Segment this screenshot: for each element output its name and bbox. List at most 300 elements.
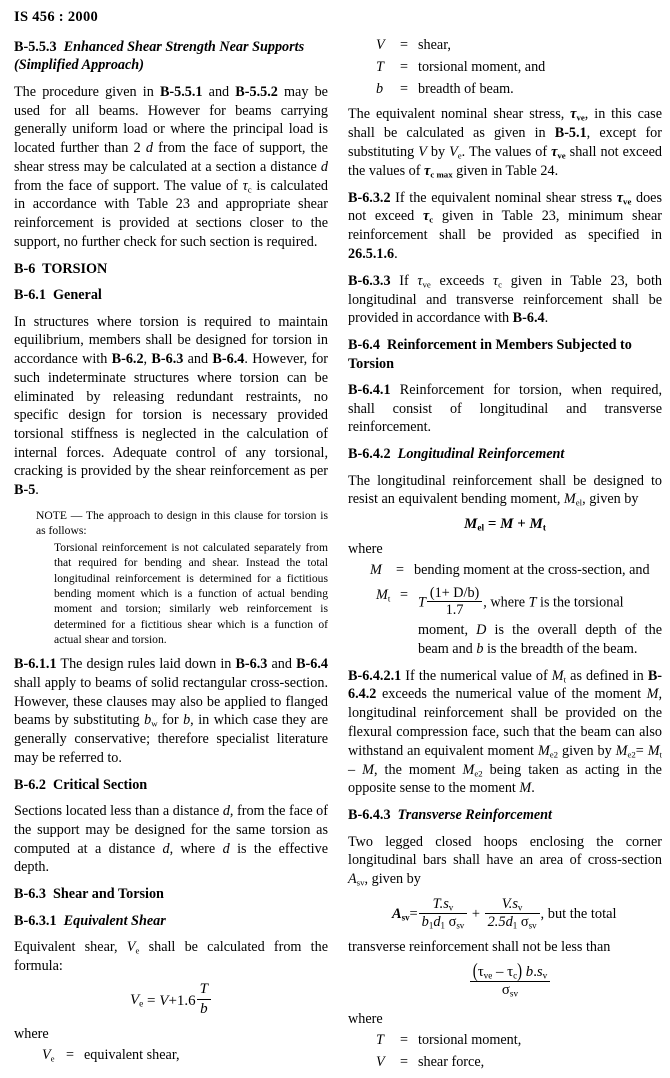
text-frag: as defined in	[566, 667, 648, 684]
text-frag: exceeds	[430, 272, 494, 289]
text-frag: shall not exceed the values of	[348, 143, 662, 179]
var-bw-base: b	[144, 712, 152, 729]
heading-b-5-5-3	[14, 38, 328, 75]
text-frag: .	[531, 780, 535, 797]
clause-title-b-6-4: Reinforcement in Members Subjected to Torsion	[348, 337, 632, 372]
num-base: V.s	[501, 895, 518, 912]
heading-b-6-3-1	[14, 912, 328, 930]
clause-number-b-6-1: B-6.1	[14, 287, 46, 304]
clause-title-b-6-3: Shear and Torsion	[53, 886, 164, 903]
ref-b-5-5-2: B-5.5.2	[235, 83, 278, 100]
sigma-base: σ	[448, 913, 457, 930]
text-frag: Sections located less than a distance	[14, 803, 223, 820]
def-text: equivalent shear,	[84, 1047, 180, 1064]
var-ve	[127, 939, 140, 955]
def-symbol-base: M	[376, 586, 388, 603]
den-base: 2.5d	[487, 913, 513, 930]
eq-lhs-mel	[464, 516, 484, 532]
clause-number-b-6-3-1: B-6.3.1	[14, 912, 57, 929]
equation-min-transverse	[348, 960, 662, 1001]
num-subscript: v	[517, 902, 523, 913]
eq-coefficient: +1.6	[168, 992, 196, 1009]
paragraph-b-6-1	[14, 313, 328, 500]
var-mel	[564, 491, 582, 507]
text-frag: ,	[143, 351, 152, 368]
right-column	[348, 36, 662, 1078]
fraction-denominator: b	[200, 1001, 208, 1018]
right-paren: )	[517, 960, 523, 983]
def-symbol-v: V	[376, 37, 385, 53]
num-subscript: v	[448, 902, 454, 913]
eq-lhs-subscript: el	[477, 523, 485, 534]
eq-mt-base: M	[647, 742, 660, 759]
var-ve	[449, 144, 462, 160]
text-frag: is the overall depth of the beam and	[418, 621, 663, 657]
eq-mt-subscript: t	[659, 748, 662, 759]
fraction-numerator	[485, 896, 540, 914]
fraction-term-2	[485, 896, 540, 931]
var-bw	[144, 712, 157, 728]
tau-base: τ	[493, 272, 499, 289]
symbol-tau-c	[423, 208, 433, 224]
var-b: b	[476, 640, 484, 657]
eq-me2	[616, 743, 636, 759]
text-frag: from the face of support, the shear stress may be calculated at a section a distance	[14, 140, 328, 175]
sigma-subscript: sv	[528, 920, 537, 931]
den-sigma-sv	[521, 914, 537, 930]
def-symbol-t: T	[376, 1032, 384, 1049]
def-equals: =	[400, 81, 409, 98]
text-frag: Two legged closed hoops enclosing the corner longitudinal bars shall have an area of cross-section	[348, 833, 662, 869]
clause-number-b-6-4-2: B-6.4.2	[348, 446, 391, 463]
text-frag: is calculated in accordance with Table 23 and appropriate shear reinforcement is provided at sections closer to the support, no further check for such section is required.	[14, 177, 329, 250]
tau-base: τ	[424, 162, 431, 179]
paragraph-b-6-3-3	[348, 272, 662, 328]
fraction-denominator	[470, 982, 550, 1000]
text-frag: moment,	[418, 621, 477, 638]
num-t-sv	[433, 896, 454, 912]
definition-row	[348, 80, 662, 99]
eq-lhs-base: A	[392, 905, 402, 922]
def-equals: =	[400, 37, 409, 53]
var-m2: M	[519, 780, 532, 797]
equation-asv	[348, 897, 662, 932]
fraction-denominator	[485, 914, 540, 931]
def-equals: =	[400, 1054, 409, 1071]
text-frag: , longitudinal reinforcement shall be provided on the flexural compression face, such that the beam can also withstand an equivalent moment	[348, 686, 662, 759]
tau-base: τ	[422, 208, 430, 225]
num-base: T.s	[432, 895, 449, 912]
text-frag: , in this case shall be calculated as given in	[348, 106, 662, 141]
definition-list-top-right	[348, 36, 662, 99]
note-body: Torsional reinforcement is not calculated separately from that required for bending and shear. Instead the total longitudinal reinforcement is determined for a fictitious bending moment which is a function of actual bending moment and torsion; similarly web reinforcement is determined for a fictitious shear which is a function of actual shear and torsion.	[54, 541, 328, 646]
sv-base: s	[536, 963, 543, 980]
clause-number-b-6-3-3: B-6.3.3	[348, 272, 391, 289]
tau-subscript: ve	[576, 112, 585, 123]
note-label: NOTE —	[36, 508, 83, 522]
clause-number-b-6-3-2: B-6.3.2	[348, 189, 391, 206]
heading-b-6-3	[14, 885, 328, 903]
def-text: torsional moment, and	[418, 59, 546, 76]
text-frag: If	[390, 272, 418, 289]
text-frag: , given by	[364, 871, 421, 888]
symbol-tau-c: $\tau_c$	[242, 177, 252, 194]
eq-var-t: T	[418, 594, 426, 611]
tau-base: τ	[417, 272, 423, 289]
def-symbol-ve	[14, 1046, 66, 1065]
tau-base: τ	[507, 963, 514, 980]
text-frag: is the torsional	[536, 594, 624, 611]
tau-subscript: c	[498, 279, 503, 290]
text-frag: Reinforcement for torsion, when required, shall consist of longitudinal and transverse reinforcement.	[348, 382, 662, 436]
sigma-base: σ	[520, 913, 529, 930]
ref-b-5-1: B-5.1	[554, 124, 587, 141]
den-subscript: 1	[512, 920, 518, 931]
eq-equals: =	[635, 742, 648, 759]
heading-b-6-4-3	[348, 806, 662, 824]
where-label-right: where	[348, 540, 383, 557]
ref-b-6-4-2: B-6.4.2	[348, 667, 662, 703]
def-symbol-mt	[348, 586, 400, 621]
paragraph-b-6-4-1	[348, 381, 662, 437]
def-symbol-v: V	[376, 1054, 385, 1071]
text-frag: and	[267, 656, 297, 673]
ref-b-6-4: B-6.4	[512, 310, 545, 327]
eq-var-t2: T	[528, 594, 537, 611]
def-text: shear,	[418, 37, 451, 53]
text-frag: does not exceed	[348, 189, 662, 225]
sigma-subscript: sv	[456, 920, 465, 931]
tau-base: τ	[616, 189, 624, 206]
var-mt-base: M	[551, 667, 564, 684]
def-symbol-m: M	[370, 561, 382, 578]
text-frag: , in which case they are generally conservative; therefore specialist literature may be referred to.	[14, 712, 328, 766]
text-frag: . The values of	[461, 143, 552, 160]
def-expression-mt-continued	[418, 621, 662, 659]
text-frag: being taken as acting in the opposite sense to the moment	[348, 761, 662, 797]
fraction-numerator: T	[197, 981, 211, 1000]
paragraph-b-6-1-1	[14, 655, 328, 768]
eq-lhs-ve	[130, 992, 143, 1008]
def-expression-mt	[418, 586, 662, 621]
var-ve-base: V	[126, 938, 136, 955]
text-frag: shall apply to beams of solid rectangular cross-section. However, these clauses may also be applied to flanged beams by substituting	[14, 674, 328, 729]
text-frag: . However, for such indeterminate structures where torsion can be eliminated by releasing redundant restraints, no specific design for torsion is necessary provided torsional stiffness is neglected in the calculation of internal forces. Adequate control of any torsional, cracking is provided by the shear reinforcement as per	[14, 351, 329, 480]
paragraph-nominal-shear-stress	[348, 105, 662, 180]
ref-b-6-4: B-6.4	[212, 351, 245, 368]
definition-row	[14, 1046, 328, 1065]
eq-lhs-base: M	[464, 516, 478, 533]
var-me2b	[462, 762, 482, 778]
def-text: bending moment at the cross-section, and	[414, 561, 650, 578]
def-symbol-t: T	[376, 59, 384, 76]
fraction-1-plus-d-over-b	[427, 585, 482, 620]
equation-equivalent-shear	[14, 983, 328, 1020]
var-mt-subscript: t	[563, 673, 567, 684]
def-symbol-base: V	[42, 1047, 51, 1064]
text-frag: and	[202, 83, 236, 100]
symbol-tau-c-max	[424, 163, 453, 179]
eq-mt-subscript: t	[542, 523, 546, 534]
definition-row	[348, 1053, 662, 1072]
clause-title-b-6-4-3: Transverse Reinforcement	[397, 807, 552, 824]
symbol-tau-ve	[551, 144, 566, 160]
heading-b-6-4	[348, 336, 662, 373]
clause-title-b-5-5-3: Enhanced Shear Strength Near Supports (Simplified Approach)	[14, 39, 305, 74]
page-header: IS 456 : 2000	[14, 9, 99, 25]
clause-number-b-6-4-2-1: B-6.4.2.1	[348, 667, 402, 684]
var-ve-subscript: e	[457, 150, 462, 160]
text-frag: from the face of support. The value of	[14, 177, 243, 194]
definition-row	[348, 561, 662, 580]
clause-number-b-6-2: B-6.2	[14, 776, 46, 793]
var-d: d	[145, 140, 153, 157]
var-ve-subscript: e	[135, 945, 140, 956]
text-frag: is the effective depth.	[14, 840, 328, 876]
var-mt	[552, 668, 566, 684]
text-frag: If the numerical value of	[401, 667, 552, 684]
equation-equivalent-bending-moment	[348, 516, 662, 533]
text-frag: may be used for all beams. However for beams carrying generally uniform load or where the principal load is located further than 2	[14, 83, 328, 157]
def-symbol-subscript: e	[50, 1053, 55, 1064]
clause-title-b-6-2: Critical Section	[53, 776, 148, 793]
symbol-sigma-sv	[502, 982, 518, 998]
def-equals: =	[400, 586, 409, 603]
eq-var-m: M	[500, 516, 514, 533]
den-2-5-d1	[488, 914, 518, 930]
fraction-min-transverse	[470, 960, 550, 1000]
text-frag: , except for substituting	[348, 124, 662, 160]
paragraph-b-6-2	[14, 802, 328, 877]
text-frag: Equivalent shear,	[14, 938, 127, 955]
den-b-subscript: 1	[428, 920, 434, 931]
def-equals: =	[400, 1032, 409, 1049]
fraction-denominator	[419, 914, 468, 931]
tau-subscript: ve	[557, 150, 566, 160]
definition-list-left	[14, 1046, 328, 1065]
definition-row-mt	[348, 586, 662, 621]
clause-number-b-6-4-1: B-6.4.1	[348, 382, 391, 399]
definition-list-bottom	[348, 1031, 662, 1072]
def-symbol-subscript: t	[387, 593, 391, 604]
clause-title-b-6: TORSION	[42, 260, 108, 277]
eq-var-v: V	[159, 992, 169, 1009]
paragraph-b-5-5-3	[14, 83, 328, 252]
var-d: d	[162, 840, 170, 857]
left-paren: (	[472, 960, 478, 983]
text-frag: for	[157, 712, 184, 729]
fraction-t-over-b	[197, 981, 211, 1018]
den-d1	[433, 914, 445, 930]
def-text: torsional moment,	[418, 1032, 522, 1049]
fraction-numerator: (1+ D/b)	[427, 585, 482, 603]
ref-26-5-1-6: 26.5.1.6	[348, 246, 395, 263]
text-frag: is the breadth of the beam.	[483, 640, 638, 657]
text-frag: The longitudinal reinforcement shall be designed to resist an equivalent bending moment,	[348, 472, 662, 508]
var-b: b	[183, 712, 191, 729]
var-asv-base: A	[348, 871, 357, 888]
symbol-tau-c	[507, 964, 517, 980]
def-text: breadth of beam.	[418, 81, 514, 98]
tau-subscript: ve	[623, 195, 632, 206]
clause-number-b-5-5-3: B-5.5.3	[14, 39, 57, 55]
text-frag: In structures where torsion is required to maintain equilibrium, members shall be designed for torsion in accordance with	[14, 313, 328, 368]
ref-b-5: B-5	[14, 482, 36, 499]
text-frag: exceeds the numerical value of the moment	[376, 686, 647, 703]
sigma-base: σ	[501, 982, 510, 999]
text-frag: .	[35, 482, 39, 499]
eq-lhs-asv	[392, 906, 410, 922]
eq-relation: =	[409, 905, 418, 922]
heading-b-6-2	[14, 776, 328, 794]
tau-subscript: ve	[422, 279, 431, 290]
text-frag: , given by	[582, 491, 639, 508]
heading-b-6	[14, 260, 328, 278]
var-me2	[538, 743, 558, 759]
text-frag: by	[426, 143, 450, 160]
eq-lhs-subscript: e	[139, 999, 144, 1010]
var-d: d	[222, 803, 230, 820]
text-frag: .	[394, 246, 398, 263]
den-sigma-sv	[449, 914, 465, 930]
definition-row	[348, 1031, 662, 1050]
var-sv	[537, 964, 547, 980]
text-frag: , from the face of the support may be designed for the same torsion as computed at a distance	[14, 803, 328, 857]
eq-mt	[648, 743, 662, 759]
eq-var-mt	[530, 516, 546, 532]
eq-relation: =	[487, 516, 497, 533]
text-frag: The equivalent nominal shear stress,	[348, 106, 571, 123]
eq-tail-text: , but the total	[540, 905, 617, 922]
den-d-subscript: 1	[440, 920, 445, 931]
ref-b-6-4: B-6.4	[296, 656, 328, 673]
var-ve-base: V	[449, 143, 458, 160]
where-label-bottom: where	[348, 1011, 383, 1028]
eq-minus: –	[348, 761, 363, 778]
text-frag: given in Table 23, minimum shear reinforcement shall be provided as specified in	[348, 208, 662, 244]
text-frag: The procedure given in	[14, 83, 160, 100]
tau-base: τ	[551, 143, 558, 160]
definition-row	[348, 36, 662, 55]
definition-list-b-6-4-2	[348, 561, 662, 659]
text-frag: shall be calculated from the formula:	[14, 938, 328, 974]
var-me2-base: M	[537, 742, 550, 759]
var-m: M	[646, 686, 659, 703]
text-frag: given in Table 23, both longitudinal and transverse reinforcement shall be provided in accordance with	[348, 272, 663, 327]
eq-me2-base: M	[615, 742, 628, 759]
clause-title-b-6-1: General	[53, 287, 102, 304]
fraction-numerator	[419, 896, 468, 914]
eq-relation: =	[147, 992, 156, 1009]
def-equals: =	[66, 1047, 75, 1064]
tau-base: τ	[477, 963, 484, 980]
where-label-left: where	[14, 1026, 49, 1043]
ref-b-6-3: B-6.3	[235, 656, 268, 673]
eq-lhs-base: V	[129, 992, 140, 1009]
clause-number-b-6-4: B-6.4	[348, 337, 380, 354]
sv-subscript: v	[542, 970, 548, 981]
text-frag: .	[544, 310, 549, 327]
var-me2-subscript: e2	[549, 748, 559, 759]
definition-row	[348, 58, 662, 77]
def-text: shear force,	[418, 1054, 485, 1071]
eq-plus: +	[471, 905, 480, 922]
eq-dot: .	[533, 963, 537, 980]
symbol-tau-c	[493, 273, 502, 289]
paragraph-b-6-4-3	[348, 833, 662, 889]
clause-number-b-6: B-6	[14, 260, 36, 277]
var-v: V	[418, 143, 427, 160]
tau-subscript: c	[429, 214, 434, 225]
paragraph-b-6-4-2	[348, 472, 662, 510]
var-me2b-base: M	[462, 761, 475, 778]
den-d-base: d	[433, 913, 441, 930]
symbol-tau-ve	[478, 964, 493, 980]
var-b: b	[525, 963, 534, 980]
paragraph-b-6-3-2	[348, 189, 662, 264]
eq-lhs-subscript: sv	[401, 912, 410, 923]
ref-b-5-5-1: B-5.5.1	[159, 83, 203, 100]
var-d: d	[320, 158, 328, 175]
fraction-numerator	[470, 960, 550, 983]
text-frag: given by	[558, 742, 616, 759]
var-D: D	[476, 621, 487, 638]
symbol-tau-ve	[417, 273, 430, 289]
def-symbol-b: b	[376, 81, 384, 98]
eq-me2-subscript: e2	[627, 748, 636, 759]
text-frag: and	[183, 351, 213, 368]
text-frag: If the equivalent nominal shear stress	[390, 189, 617, 206]
den-b1	[422, 914, 434, 930]
tau-subscript: ve	[483, 970, 493, 981]
two-column-body	[14, 36, 662, 1078]
sigma-subscript: sv	[509, 988, 519, 999]
tau-subscript: c max	[430, 168, 453, 179]
num-v-sv	[502, 896, 523, 912]
fraction-term-1	[419, 896, 468, 931]
tau-subscript: c	[513, 970, 518, 981]
text-frag: , the moment	[373, 761, 463, 778]
paragraph-b-6-4-2-1	[348, 667, 662, 799]
clause-number-b-6-3: B-6.3	[14, 886, 46, 903]
clause-number-b-6-1-1: B-6.1.1	[14, 656, 57, 673]
clause-title-b-6-4-2: Longitudinal Reinforcement	[397, 446, 565, 463]
left-column	[14, 36, 328, 1078]
den-b-base: b	[421, 913, 429, 930]
var-me2b-subscript: e2	[474, 767, 483, 778]
var-mel-base: M	[563, 491, 576, 508]
def-equals: =	[396, 561, 405, 578]
text-frag: , where	[483, 594, 529, 611]
paragraph-b-6-3-1	[14, 938, 328, 976]
symbol-tau-ve	[617, 190, 632, 206]
eq-minus: –	[496, 963, 504, 980]
text-frag: given in Table 24.	[452, 162, 559, 179]
eq-mt-base: M	[529, 516, 543, 533]
var-bw-subscript: w	[151, 718, 158, 729]
symbol-tau-ve	[570, 106, 585, 122]
tau-base: τ	[570, 106, 577, 123]
fraction-denominator: 1.7	[445, 602, 464, 619]
ref-b-6-3: B-6.3	[151, 351, 184, 368]
eq-plus: +	[517, 516, 526, 533]
text-frag: The design rules laid down in	[56, 656, 236, 673]
var-asv	[348, 871, 365, 887]
var-d: d	[222, 840, 230, 857]
text-frag: , where	[169, 840, 223, 857]
note-text: The approach to design in this clause for torsion is as follows:	[36, 508, 328, 537]
paragraph-transverse-min: transverse reinforcement shall not be less than	[348, 939, 611, 956]
